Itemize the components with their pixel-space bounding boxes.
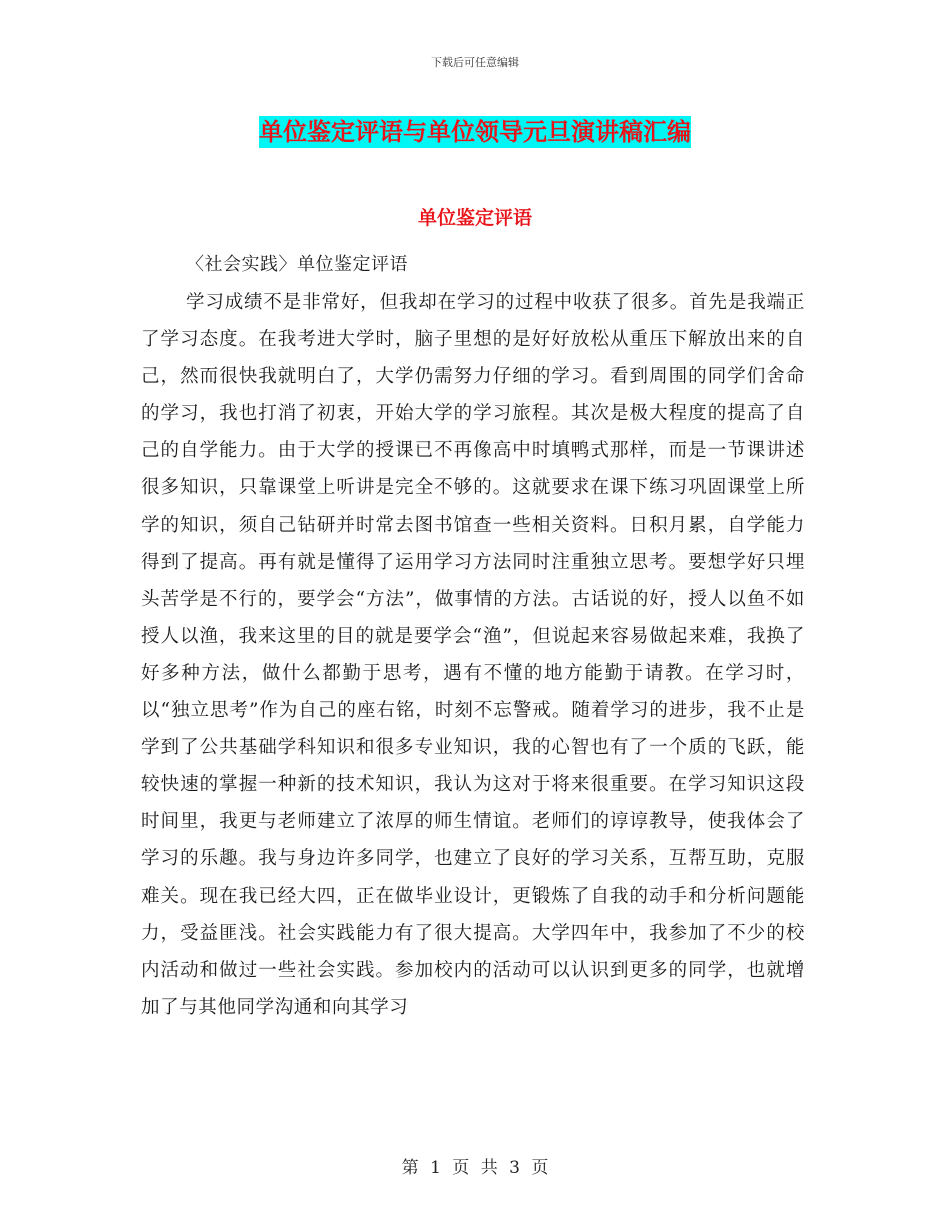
document-title [0, 112, 950, 147]
section-subtitle: 〈社会实践〉单位鉴定评语 [186, 254, 408, 275]
section-title: 单位鉴定评语 [417, 207, 532, 229]
page-footer: 第 1 页 共 3 页 [401, 1158, 549, 1178]
document-title-text: 单位鉴定评语与单位领导元旦演讲稿汇编 [259, 118, 691, 146]
page-header-note: 下载后可任意编辑 [431, 56, 519, 69]
body-paragraph: 学习成绩不是非常好，但我却在学习的过程中收获了很多。首先是我端正了学习态度。在我考进大学时，脑子里想的是好好放松从重压下解放出来的自己，然而很快我就明白了，大学仍需努力仔细的学习。看到周围的同学们舍命的学习，我也打消了初衷，开始大学的学习旅程。其次是极大程度的提高了自己的自学能力。由于大学的授课已不再像高中时填鸭式那样，而是一节课讲述很多知识，只靠课堂上听讲是完全不够的。这就要求在课下练习巩固课堂上所学的知识，须自己钻研并时常去图书馆查一些相关资料。日积月累，自学能力得到了提高。再有就是懂得了运用学习方法同时注重独立思考。要想学好只埋头苦学是不行的，要学会“方法”，做事情的方法。古话说的好，授人以鱼不如授人以渔，我来这里的目的就是要学会“渔”，但说起来容易做起来难，我换了好多种方法，做什么都勤于思考，遇有不懂的地方能勤于请教。在学习时，以“独立思考”作为自己的座右铭，时刻不忘警戒。随着学习的进步，我不止是学到了公共基础学科知识和很多专业知识，我的心智也有了一个质的飞跃，能较快速的掌握一种新的技术知识，我认为这对于将来很重要。在学习知识这段时间里，我更与老师建立了浓厚的师生情谊。老师们的谆谆教导，使我体会了学习的乐趣。我与身边许多同学，也建立了良好的学习关系，互帮互助，克服难关。现在我已经大四，正在做毕业设计，更锻炼了自我的动手和分析问题能力，受益匪浅。社会实践能力有了很大提高。大学四年中，我参加了不少的校内活动和做过一些社会实践。参加校内的活动可以认识到更多的同学，也就增加了与其他同学沟通和向其学习 [141, 292, 805, 1018]
